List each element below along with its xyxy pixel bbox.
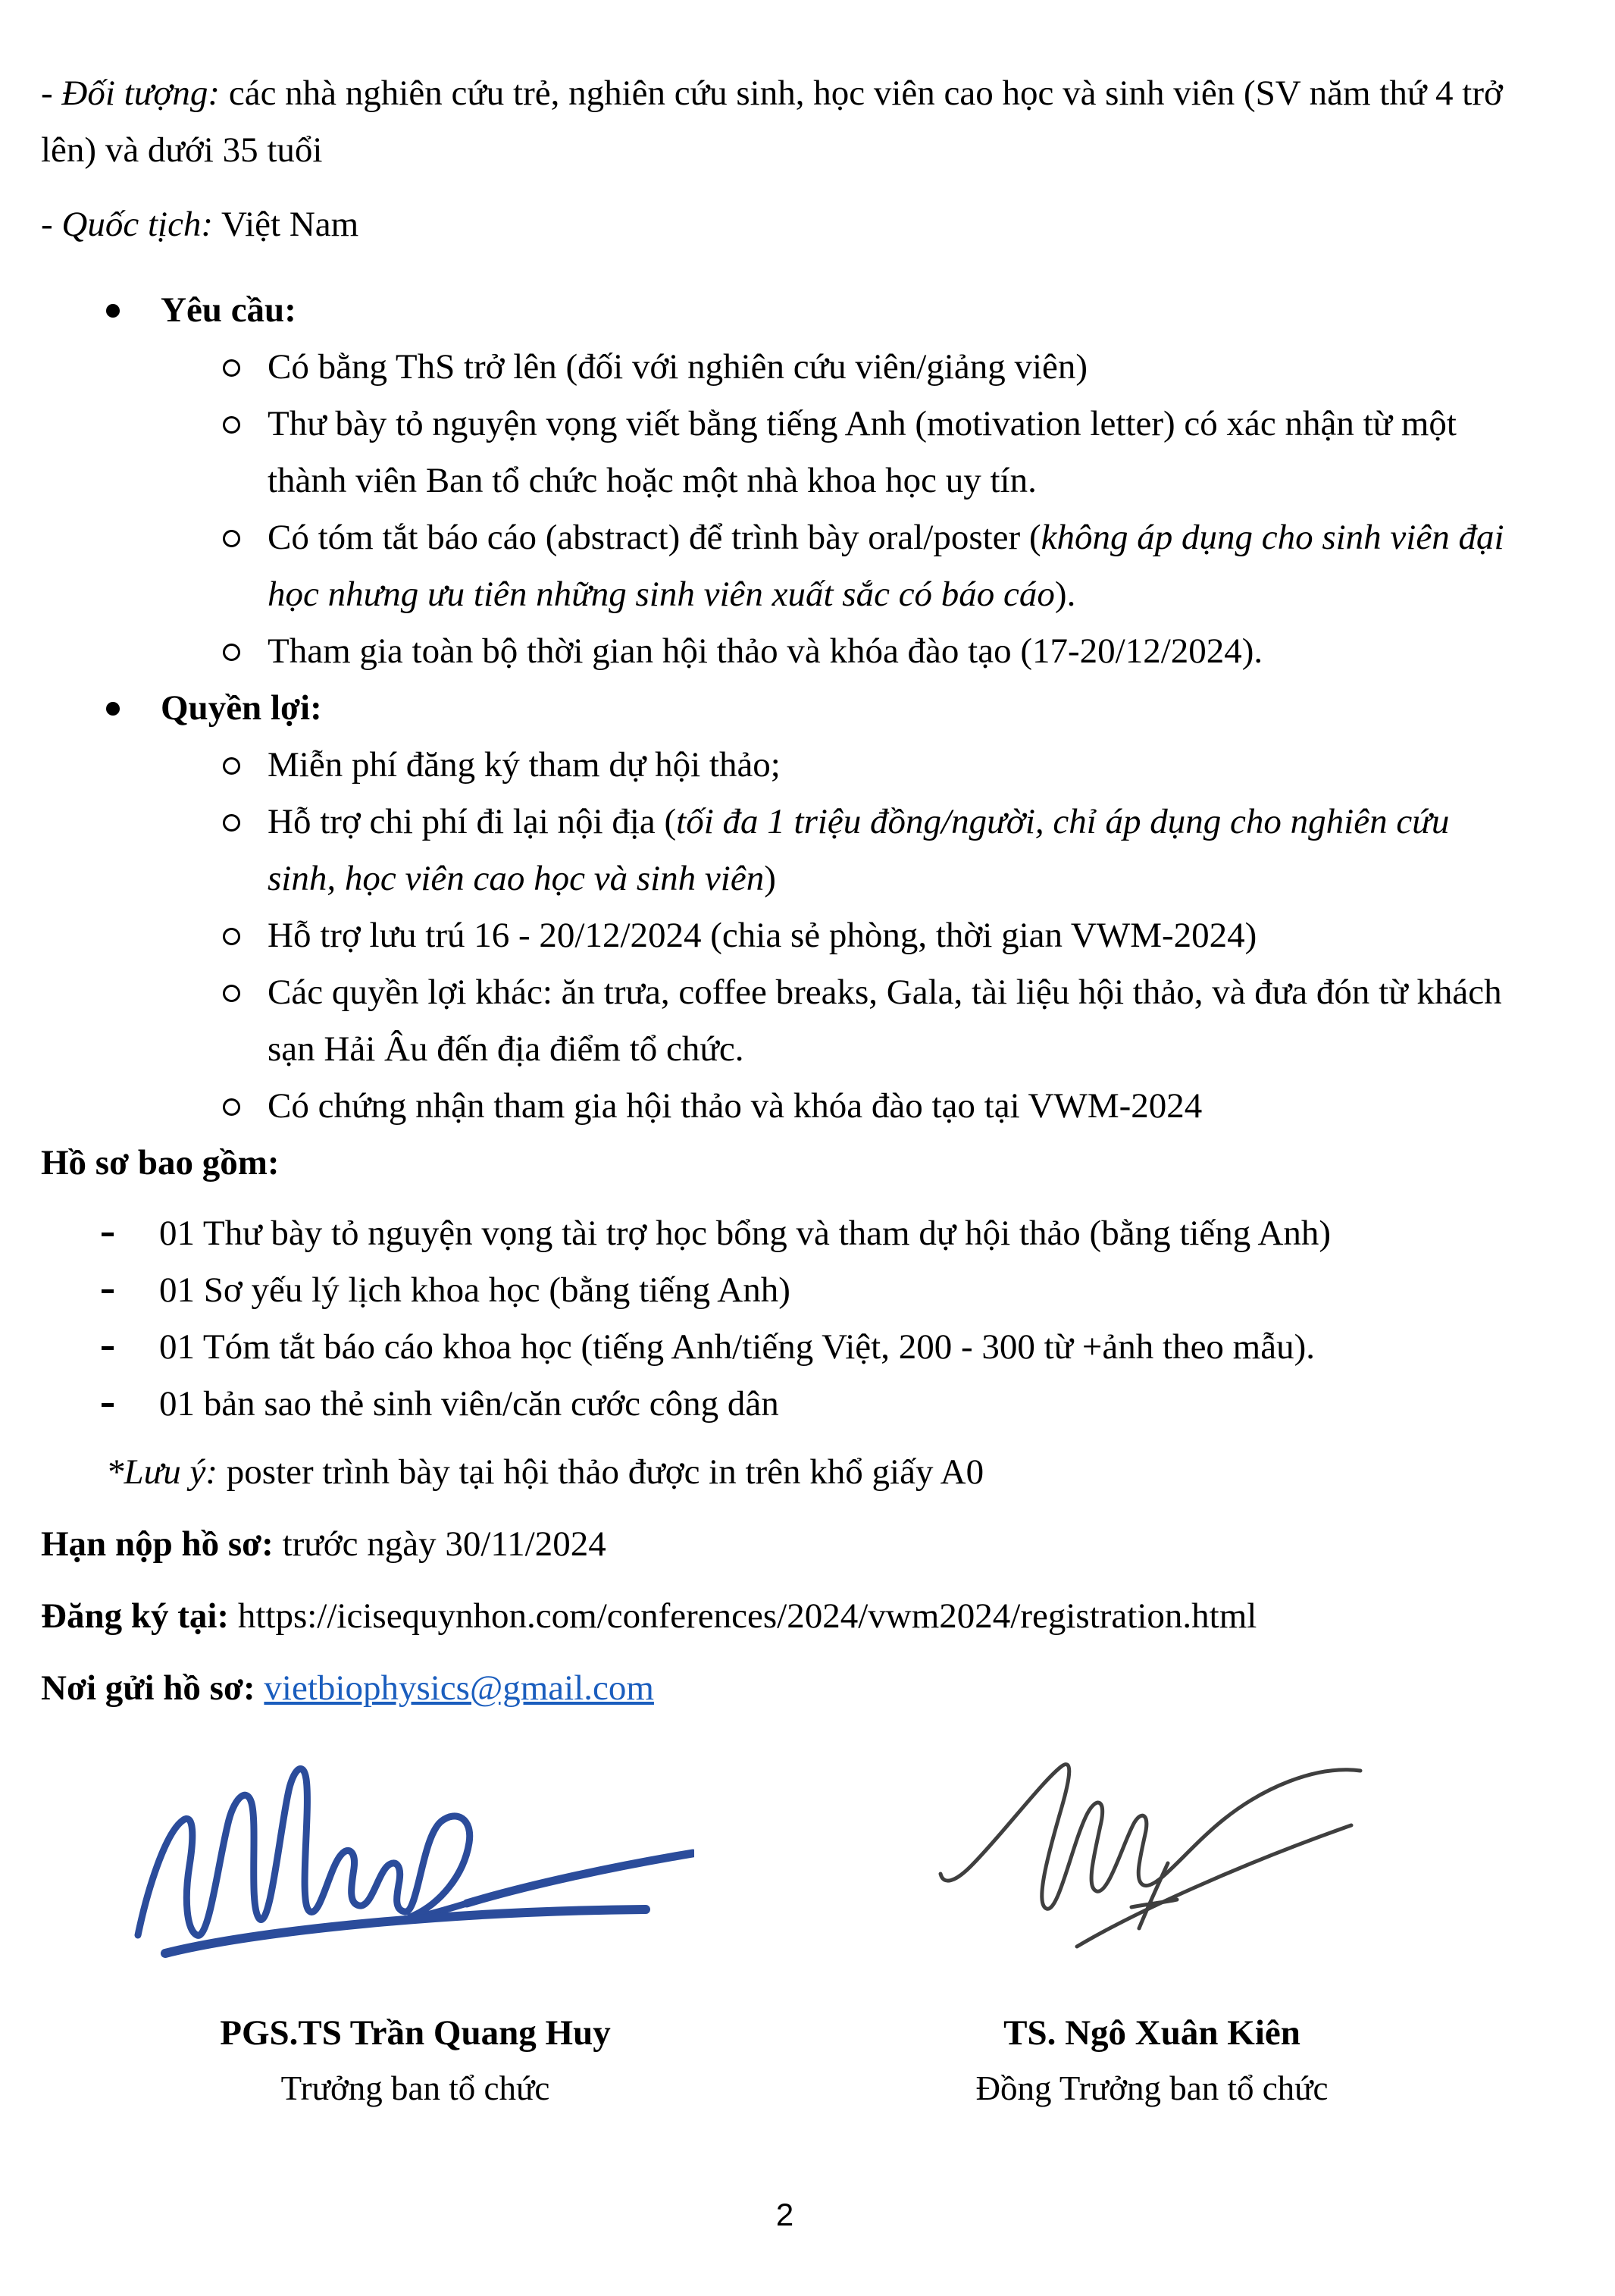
item-text: Hỗ trợ chi phí đi lại nội địa ( [268, 802, 677, 841]
quoc-tich-label: - Quốc tịch: [41, 205, 214, 244]
registration-label: Đăng ký tại: [41, 1596, 230, 1636]
circle-bullet-icon [223, 644, 240, 661]
document-body [41, 65, 1564, 1717]
signature-left-image [133, 1747, 694, 1967]
dossier-list [41, 1205, 1564, 1433]
signature-right-image [936, 1743, 1368, 1956]
deadline-label: Hạn nộp hồ sơ: [41, 1524, 274, 1564]
benefits-heading [41, 680, 1564, 737]
submission-label: Nơi gửi hồ sơ: [41, 1668, 255, 1708]
note-text: poster trình bày tại hội thảo được in trên khổ giấy A0 [218, 1452, 984, 1492]
item-text: Có bằng ThS trở lên (đối với nghiên cứu viên/giảng viên) [268, 347, 1088, 387]
item-text-post: ). [1054, 575, 1076, 614]
dash-bullet-icon [102, 1289, 114, 1293]
quoc-tich-text: Việt Nam [213, 205, 359, 244]
circle-bullet-icon [223, 928, 240, 945]
page-number: 2 [775, 2197, 794, 2232]
signer-right-name: TS. Ngô Xuân Kiên [1003, 2013, 1300, 2053]
list-item [41, 1205, 1554, 1262]
circle-bullet-icon [223, 814, 240, 832]
deadline-text: trước ngày 30/11/2024 [273, 1524, 606, 1564]
item-text: Có tóm tắt báo cáo (abstract) để trình bày oral/poster ( [268, 518, 1041, 557]
list-item [41, 623, 1510, 680]
circle-bullet-icon [223, 359, 240, 377]
item-text: Miễn phí đăng ký tham dự hội thảo; [268, 745, 781, 785]
item-text: 01 Sơ yếu lý lịch khoa học (bằng tiếng Anh) [159, 1270, 790, 1310]
requirements-list [41, 339, 1564, 680]
paragraph-quoc-tich [41, 196, 1564, 253]
signer-right-title: Đồng Trưởng ban tổ chức [975, 2069, 1329, 2107]
circle-bullet-icon [223, 985, 240, 1002]
list-item [41, 964, 1510, 1078]
item-text-italic: tối đa 1 triệu đồng/người, chỉ áp dụng cho nghiên cứu sinh, học viên cao học và sinh viên [268, 802, 1450, 898]
doi-tuong-text: các nhà nghiên cứu trẻ, nghiên cứu sinh, học viên cao học và sinh viên (SV năm thứ 4 trở lên) và dưới 35 tuổi [41, 74, 1503, 170]
list-item [41, 339, 1510, 396]
list-item [41, 907, 1510, 964]
doi-tuong-label: - Đối tượng: [41, 74, 221, 113]
circle-bullet-icon [223, 530, 240, 547]
dash-bullet-icon [102, 1346, 114, 1350]
dash-bullet-icon [102, 1403, 114, 1407]
requirements-heading [41, 282, 1564, 339]
signer-right [864, 2005, 1440, 2116]
note-label: *Lưu ý: [106, 1452, 218, 1492]
item-text: Có chứng nhận tham gia hội thảo và khóa đào tạo tại VWM-2024 [268, 1086, 1203, 1126]
item-text: 01 bản sao thẻ sinh viên/căn cước công dân [159, 1384, 779, 1424]
signer-left-name: PGS.TS Trần Quang Huy [220, 2013, 611, 2053]
benefits-list [41, 737, 1564, 1135]
dash-bullet-icon [102, 1233, 114, 1236]
item-text: Các quyền lợi khác: ăn trưa, coffee breaks, Gala, tài liệu hội thảo, và đưa đón từ khách sạn Hải Âu đến địa điểm tổ chức. [268, 973, 1502, 1069]
deadline-line [41, 1516, 1564, 1573]
list-item [41, 737, 1510, 794]
item-text-italic: không áp dụng cho sinh viên đại học nhưng ưu tiên những sinh viên xuất sắc có báo cáo [268, 518, 1504, 614]
registration-url: https://icisequynhon.com/conferences/2024/vwm2024/registration.html [229, 1596, 1257, 1636]
item-text: Hỗ trợ lưu trú 16 - 20/12/2024 (chia sẻ phòng, thời gian VWM-2024) [268, 916, 1257, 955]
item-text: Thư bày tỏ nguyện vọng viết bằng tiếng Anh (motivation letter) có xác nhận từ một thành viên Ban tổ chức hoặc một nhà khoa học uy tín. [268, 404, 1457, 500]
paragraph-doi-tuong [41, 65, 1564, 179]
list-item [41, 1078, 1510, 1135]
list-item [41, 509, 1510, 623]
circle-bullet-icon [223, 757, 240, 775]
benefits-heading-label: Quyền lợi: [161, 688, 322, 728]
list-item [41, 794, 1510, 907]
list-item [41, 1319, 1554, 1376]
bullet-icon [106, 702, 120, 716]
spacer [255, 1668, 264, 1708]
bullet-icon [106, 304, 120, 318]
requirements-heading-label: Yêu cầu: [161, 290, 296, 330]
item-text: Tham gia toàn bộ thời gian hội thảo và khóa đào tạo (17-20/12/2024). [268, 631, 1263, 671]
registration-line [41, 1588, 1564, 1645]
list-item [41, 1262, 1554, 1319]
note-line [41, 1444, 1564, 1501]
list-item [41, 1376, 1554, 1433]
signer-left-title: Trưởng ban tổ chức [280, 2069, 550, 2107]
email-link[interactable]: vietbiophysics@gmail.com [264, 1668, 654, 1708]
list-item [41, 396, 1510, 509]
submission-line [41, 1660, 1564, 1717]
circle-bullet-icon [223, 416, 240, 434]
item-text: 01 Tóm tắt báo cáo khoa học (tiếng Anh/tiếng Việt, 200 - 300 từ +ảnh theo mẫu). [159, 1327, 1315, 1367]
item-text-post: ) [764, 859, 776, 898]
dossier-heading: Hồ sơ bao gồm: [41, 1143, 280, 1182]
signer-left [127, 2005, 703, 2116]
circle-bullet-icon [223, 1098, 240, 1116]
item-text: 01 Thư bày tỏ nguyện vọng tài trợ học bổng và tham dự hội thảo (bằng tiếng Anh) [159, 1214, 1332, 1253]
